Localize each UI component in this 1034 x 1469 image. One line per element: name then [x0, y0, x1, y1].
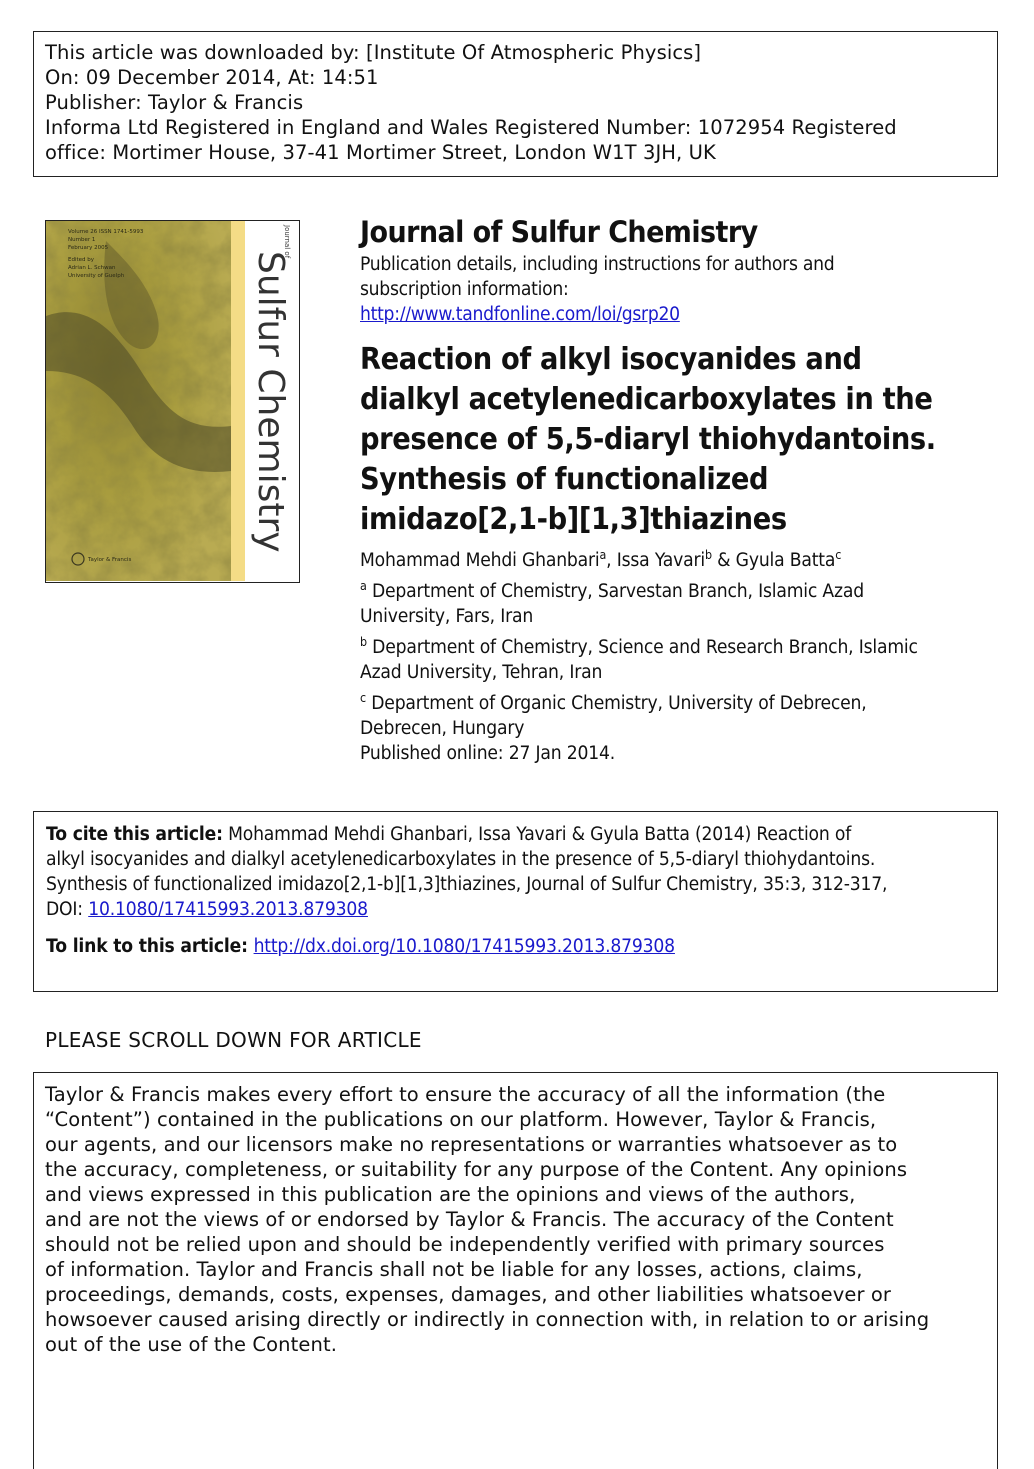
affiliation-marker: c: [360, 690, 366, 705]
affiliation-line: Department of Chemistry, Science and Research Branch, Islamic: [366, 637, 918, 658]
disclaimer-line: the accuracy, completeness, or suitability for any purpose of the Content. Any opinions: [45, 1158, 908, 1181]
author-affil-marker: c: [835, 547, 842, 562]
affiliation-line: Department of Organic Chemistry, University of Debrecen,: [365, 693, 867, 714]
affiliation: [360, 691, 1002, 741]
affiliation-line: University, Fars, Iran: [360, 606, 534, 627]
scroll-down-notice: PLEASE SCROLL DOWN FOR ARTICLE: [45, 1028, 422, 1052]
affiliation: [360, 635, 1002, 685]
article-title: [360, 340, 997, 540]
disclaimer-line: of information. Taylor and Francis shall not be liable for any losses, actions, claims,: [45, 1258, 863, 1281]
download-notice-line: On: 09 December 2014, At: 14:51: [45, 66, 379, 89]
disclaimer-box: [33, 1072, 998, 1469]
citation-line: Mohammad Mehdi Ghanbari, Issa Yavari & Gyula Batta (2014) Reaction of: [222, 824, 852, 845]
published-date: Published online: 27 Jan 2014.: [360, 743, 616, 764]
cover-date-text: February 2005: [68, 245, 109, 251]
affiliation-marker: a: [360, 578, 367, 593]
cover-number-text: Number 1: [68, 237, 96, 243]
cover-artwork: [46, 221, 298, 581]
publication-details-line: subscription information:: [360, 279, 569, 300]
author-affil-marker: b: [704, 547, 712, 562]
citation-line: alkyl isocyanides and dialkyl acetylenedicarboxylates in the presence of 5,5-diaryl thiohydantoins.: [46, 849, 876, 870]
download-notice-box: [33, 31, 998, 177]
disclaimer-line: howsoever caused arising directly or indirectly in connection with, in relation to or arising: [45, 1308, 930, 1331]
author-affil-marker: a: [599, 547, 607, 562]
author-name: Issa Yavari: [616, 550, 705, 571]
affiliation-line: Department of Chemistry, Sarvestan Branch, Islamic Azad: [366, 581, 864, 602]
citation-line: Synthesis of functionalized imidazo[2,1-b][1,3]thiazines, Journal of Sulfur Chemistry, 35:3, 312-317,: [46, 874, 888, 895]
affiliation-line: Azad University, Tehran, Iran: [360, 662, 603, 683]
citation-label: To cite this article:: [46, 824, 223, 845]
download-notice-line: This article was downloaded by: [Institute Of Atmospheric Physics]: [45, 41, 702, 64]
citation-text: [46, 822, 985, 959]
article-title-line: Reaction of alkyl isocyanides and: [360, 342, 862, 377]
cover-publisher-mark: Taylor & Francis: [88, 557, 132, 563]
cover-journal-name-large: Sulfur Chemistry: [250, 251, 291, 553]
disclaimer-line: out of the use of the Content.: [45, 1333, 337, 1356]
doi-prefix: DOI:: [46, 899, 89, 920]
disclaimer-line: our agents, and our licensors make no representations or warranties whatsoever as to: [45, 1133, 898, 1156]
cover-editor-affil: University of Guelph: [68, 273, 125, 279]
article-title-line: dialkyl acetylenedicarboxylates in the: [360, 382, 933, 417]
article-title-line: presence of 5,5-diaryl thiohydantoins.: [360, 422, 936, 457]
journal-url-link[interactable]: http://www.tandfonline.com/loi/gsrp20: [360, 304, 680, 325]
author-separator: &: [711, 550, 736, 571]
disclaimer-line: proceedings, demands, costs, expenses, damages, and other liabilities whatsoever or: [45, 1283, 892, 1306]
link-label: To link to this article:: [46, 936, 254, 957]
cover-volume-text: Volume 26 ISSN 1741-5993: [68, 229, 144, 235]
download-notice-line: Informa Ltd Registered in England and Wales Registered Number: 1072954 Registered: [45, 116, 897, 139]
citation-box: [33, 811, 998, 992]
journal-cover-image: [45, 220, 300, 583]
article-header: [360, 212, 1000, 766]
disclaimer-line: and are not the views of or endorsed by Taylor & Francis. The accuracy of the Content: [45, 1208, 894, 1231]
disclaimer-line: and views expressed in this publication are the opinions and views of the authors,: [45, 1183, 856, 1206]
doi-link[interactable]: 10.1080/17415993.2013.879308: [88, 899, 368, 920]
article-title-line: Synthesis of functionalized: [360, 462, 769, 497]
author-name: Gyula Batta: [735, 550, 836, 571]
affiliation-marker: b: [360, 634, 367, 649]
publication-details-line: Publication details, including instructions for authors and: [360, 254, 835, 275]
disclaimer-line: should not be relied upon and should be independently verified with primary sources: [45, 1233, 885, 1256]
author-list: [360, 548, 1002, 573]
article-title-line: imidazo[2,1-b][1,3]thiazines: [360, 502, 787, 537]
cover-editor-name: Adrian L. Schwan: [68, 265, 116, 271]
affiliation: [360, 579, 1002, 629]
journal-title: Journal of Sulfur Chemistry: [360, 215, 758, 249]
author-name: Mohammad Mehdi Ghanbari: [360, 550, 600, 571]
author-separator: ,: [606, 550, 617, 571]
affiliation-line: Debrecen, Hungary: [360, 718, 525, 739]
download-notice-line: office: Mortimer House, 37-41 Mortimer Street, London W1T 3JH, UK: [45, 141, 716, 164]
cover-editor-label: Edited by: [68, 257, 95, 263]
disclaimer-line: Taylor & Francis makes every effort to ensure the accuracy of all the information (the: [45, 1083, 886, 1106]
disclaimer-line: “Content”) contained in the publications on our platform. However, Taylor & Francis,: [45, 1108, 877, 1131]
download-notice-line: Publisher: Taylor & Francis: [45, 91, 304, 114]
article-url-link[interactable]: http://dx.doi.org/10.1080/17415993.2013.879308: [253, 936, 675, 957]
cover-journal-name-small: Journal of: [283, 225, 291, 259]
publication-details: [360, 252, 1011, 327]
